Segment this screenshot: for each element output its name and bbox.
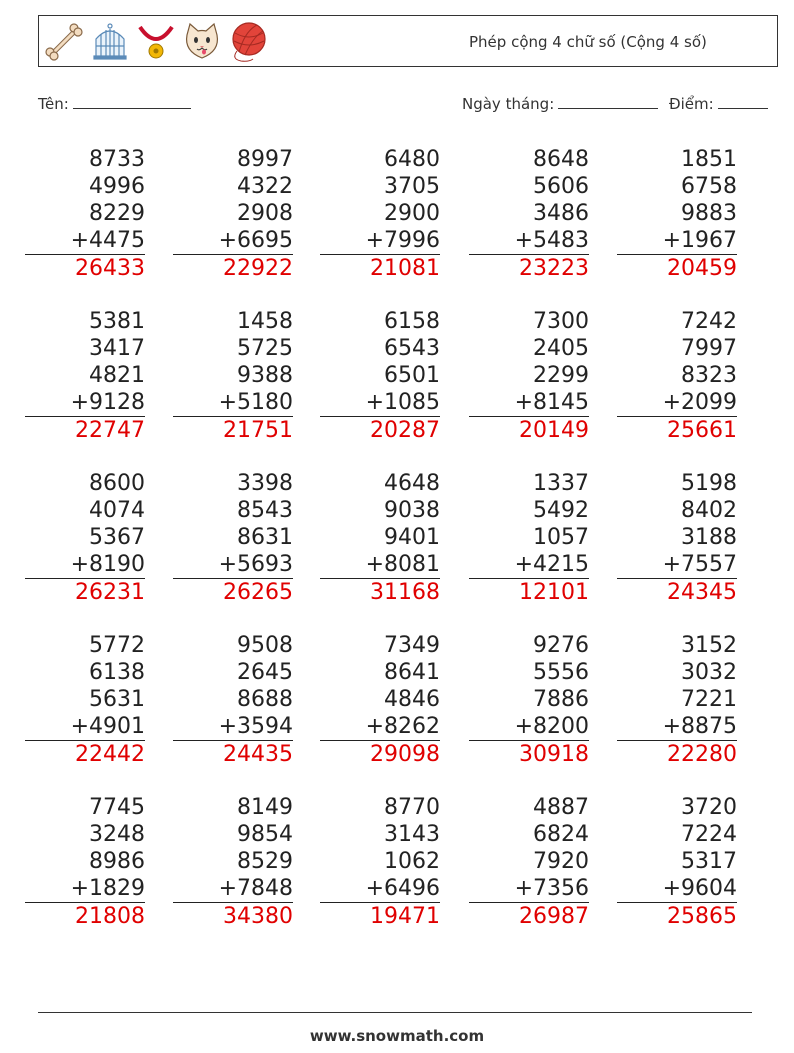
addend-with-plus: +6695 [173, 227, 293, 255]
addend: 6480 [384, 147, 440, 172]
addend: 5492 [533, 498, 589, 523]
name-field [38, 94, 191, 113]
addend-with-plus: +4215 [469, 551, 589, 579]
addend: 8641 [384, 660, 440, 685]
addend: 2299 [533, 363, 589, 388]
addend: 5367 [89, 525, 145, 550]
date-label: Ngày tháng: [462, 95, 555, 113]
addend: 2645 [237, 660, 293, 685]
addend: 9388 [237, 363, 293, 388]
answer: 26433 [75, 256, 145, 281]
addition-problem [25, 146, 145, 282]
yarn-ball-icon [227, 21, 269, 63]
addend-with-plus: +7996 [320, 227, 440, 255]
addend: 4074 [89, 498, 145, 523]
addend-with-plus: +1085 [320, 389, 440, 417]
addend: 6543 [384, 336, 440, 361]
addition-problem [173, 794, 293, 930]
addition-problem [617, 794, 737, 930]
footer-website: www.snowmath.com [309, 1027, 485, 1045]
cat-face-icon [181, 21, 223, 63]
addend-with-plus: +5180 [173, 389, 293, 417]
addition-problem [25, 308, 145, 444]
addend: 5725 [237, 336, 293, 361]
addition-problem [617, 146, 737, 282]
answer: 24435 [223, 742, 293, 767]
addend: 7997 [681, 336, 737, 361]
addend-with-plus: +4475 [25, 227, 145, 255]
addend: 3720 [681, 795, 737, 820]
answer: 21808 [75, 904, 145, 929]
addition-problem [469, 632, 589, 768]
date-blank[interactable] [558, 94, 658, 109]
addend: 8770 [384, 795, 440, 820]
header-icons [43, 21, 269, 63]
addition-problem [469, 794, 589, 930]
addend: 8648 [533, 147, 589, 172]
addend-with-plus: +9128 [25, 389, 145, 417]
addend: 5556 [533, 660, 589, 685]
addend: 8543 [237, 498, 293, 523]
addend: 7349 [384, 633, 440, 658]
addition-problem [173, 470, 293, 606]
answer: 25661 [667, 418, 737, 443]
answer: 25865 [667, 904, 737, 929]
addend: 4322 [237, 174, 293, 199]
addend: 8997 [237, 147, 293, 172]
answer: 20149 [519, 418, 589, 443]
addend: 8688 [237, 687, 293, 712]
addend: 4996 [89, 174, 145, 199]
addend: 4846 [384, 687, 440, 712]
addend-with-plus: +8190 [25, 551, 145, 579]
answer: 20287 [370, 418, 440, 443]
addition-problem [469, 470, 589, 606]
addend: 3143 [384, 822, 440, 847]
answer: 24345 [667, 580, 737, 605]
addend: 9854 [237, 822, 293, 847]
answer: 26265 [223, 580, 293, 605]
addend: 8149 [237, 795, 293, 820]
answer: 29098 [370, 742, 440, 767]
addend: 6158 [384, 309, 440, 334]
addend-with-plus: +8081 [320, 551, 440, 579]
page-title: Phép cộng 4 chữ số (Cộng 4 số) [469, 33, 707, 51]
addend-with-plus: +1829 [25, 875, 145, 903]
addition-problem [617, 470, 737, 606]
answer: 22922 [223, 256, 293, 281]
addition-problem [320, 632, 440, 768]
addition-problem [25, 470, 145, 606]
addend-with-plus: +7848 [173, 875, 293, 903]
addend: 3248 [89, 822, 145, 847]
addend: 8733 [89, 147, 145, 172]
addend-with-plus: +8875 [617, 713, 737, 741]
addend: 3398 [237, 471, 293, 496]
addend: 5606 [533, 174, 589, 199]
addend: 3032 [681, 660, 737, 685]
addend-with-plus: +8200 [469, 713, 589, 741]
addend: 3152 [681, 633, 737, 658]
addend: 3188 [681, 525, 737, 550]
addend-with-plus: +7557 [617, 551, 737, 579]
addend: 6758 [681, 174, 737, 199]
answer: 22280 [667, 742, 737, 767]
addend: 5631 [89, 687, 145, 712]
addition-problem [320, 794, 440, 930]
addend: 7920 [533, 849, 589, 874]
name-label: Tên: [38, 95, 69, 113]
addend: 7221 [681, 687, 737, 712]
answer: 12101 [519, 580, 589, 605]
date-field [462, 94, 658, 113]
addend: 5198 [681, 471, 737, 496]
addend-with-plus: +6496 [320, 875, 440, 903]
addend: 6138 [89, 660, 145, 685]
addition-problem [173, 146, 293, 282]
addition-problem [25, 632, 145, 768]
addend: 5317 [681, 849, 737, 874]
addend: 3417 [89, 336, 145, 361]
answer: 22442 [75, 742, 145, 767]
answer: 19471 [370, 904, 440, 929]
answer: 34380 [223, 904, 293, 929]
addend: 9883 [681, 201, 737, 226]
addend: 5381 [89, 309, 145, 334]
addition-problem [469, 146, 589, 282]
addend-with-plus: +5483 [469, 227, 589, 255]
addition-problem [173, 308, 293, 444]
answer: 22747 [75, 418, 145, 443]
addend: 6824 [533, 822, 589, 847]
addend: 9401 [384, 525, 440, 550]
addend: 1062 [384, 849, 440, 874]
addend: 4648 [384, 471, 440, 496]
addend: 8986 [89, 849, 145, 874]
addend-with-plus: +2099 [617, 389, 737, 417]
addend: 1337 [533, 471, 589, 496]
addend-with-plus: +9604 [617, 875, 737, 903]
addend-with-plus: +1967 [617, 227, 737, 255]
addend: 2908 [237, 201, 293, 226]
answer: 21751 [223, 418, 293, 443]
addend-with-plus: +3594 [173, 713, 293, 741]
answer: 21081 [370, 256, 440, 281]
addend: 8631 [237, 525, 293, 550]
addend: 8600 [89, 471, 145, 496]
score-field [669, 94, 768, 113]
addend-with-plus: +8145 [469, 389, 589, 417]
addend: 2900 [384, 201, 440, 226]
addend: 8402 [681, 498, 737, 523]
addition-problem [320, 146, 440, 282]
addend: 1057 [533, 525, 589, 550]
addition-problem [25, 794, 145, 930]
addend: 7300 [533, 309, 589, 334]
addend: 7745 [89, 795, 145, 820]
addition-problem [617, 308, 737, 444]
answer: 23223 [519, 256, 589, 281]
addend: 9508 [237, 633, 293, 658]
addend-with-plus: +7356 [469, 875, 589, 903]
addition-problem [617, 632, 737, 768]
addend-with-plus: +5693 [173, 551, 293, 579]
bone-icon [43, 21, 85, 63]
addend: 2405 [533, 336, 589, 361]
score-blank[interactable] [718, 94, 768, 109]
addition-problem [469, 308, 589, 444]
addition-problem [320, 308, 440, 444]
answer: 30918 [519, 742, 589, 767]
addend: 1458 [237, 309, 293, 334]
addend: 6501 [384, 363, 440, 388]
answer: 20459 [667, 256, 737, 281]
addend: 5772 [89, 633, 145, 658]
addend: 3705 [384, 174, 440, 199]
answer: 31168 [370, 580, 440, 605]
addend: 7224 [681, 822, 737, 847]
addend: 4821 [89, 363, 145, 388]
addend: 7242 [681, 309, 737, 334]
pet-collar-icon [135, 21, 177, 63]
birdcage-icon [89, 21, 131, 63]
worksheet-header [38, 15, 778, 67]
addition-problem [173, 632, 293, 768]
addend-with-plus: +4901 [25, 713, 145, 741]
addend: 3486 [533, 201, 589, 226]
answer: 26987 [519, 904, 589, 929]
addend: 8323 [681, 363, 737, 388]
addend: 1851 [681, 147, 737, 172]
footer-divider [38, 1012, 752, 1013]
score-label: Điểm: [669, 95, 714, 113]
addition-problem [320, 470, 440, 606]
addend: 9038 [384, 498, 440, 523]
addend: 8529 [237, 849, 293, 874]
addend-with-plus: +8262 [320, 713, 440, 741]
answer: 26231 [75, 580, 145, 605]
addend: 8229 [89, 201, 145, 226]
addend: 7886 [533, 687, 589, 712]
name-blank[interactable] [73, 94, 191, 109]
addend: 9276 [533, 633, 589, 658]
addend: 4887 [533, 795, 589, 820]
